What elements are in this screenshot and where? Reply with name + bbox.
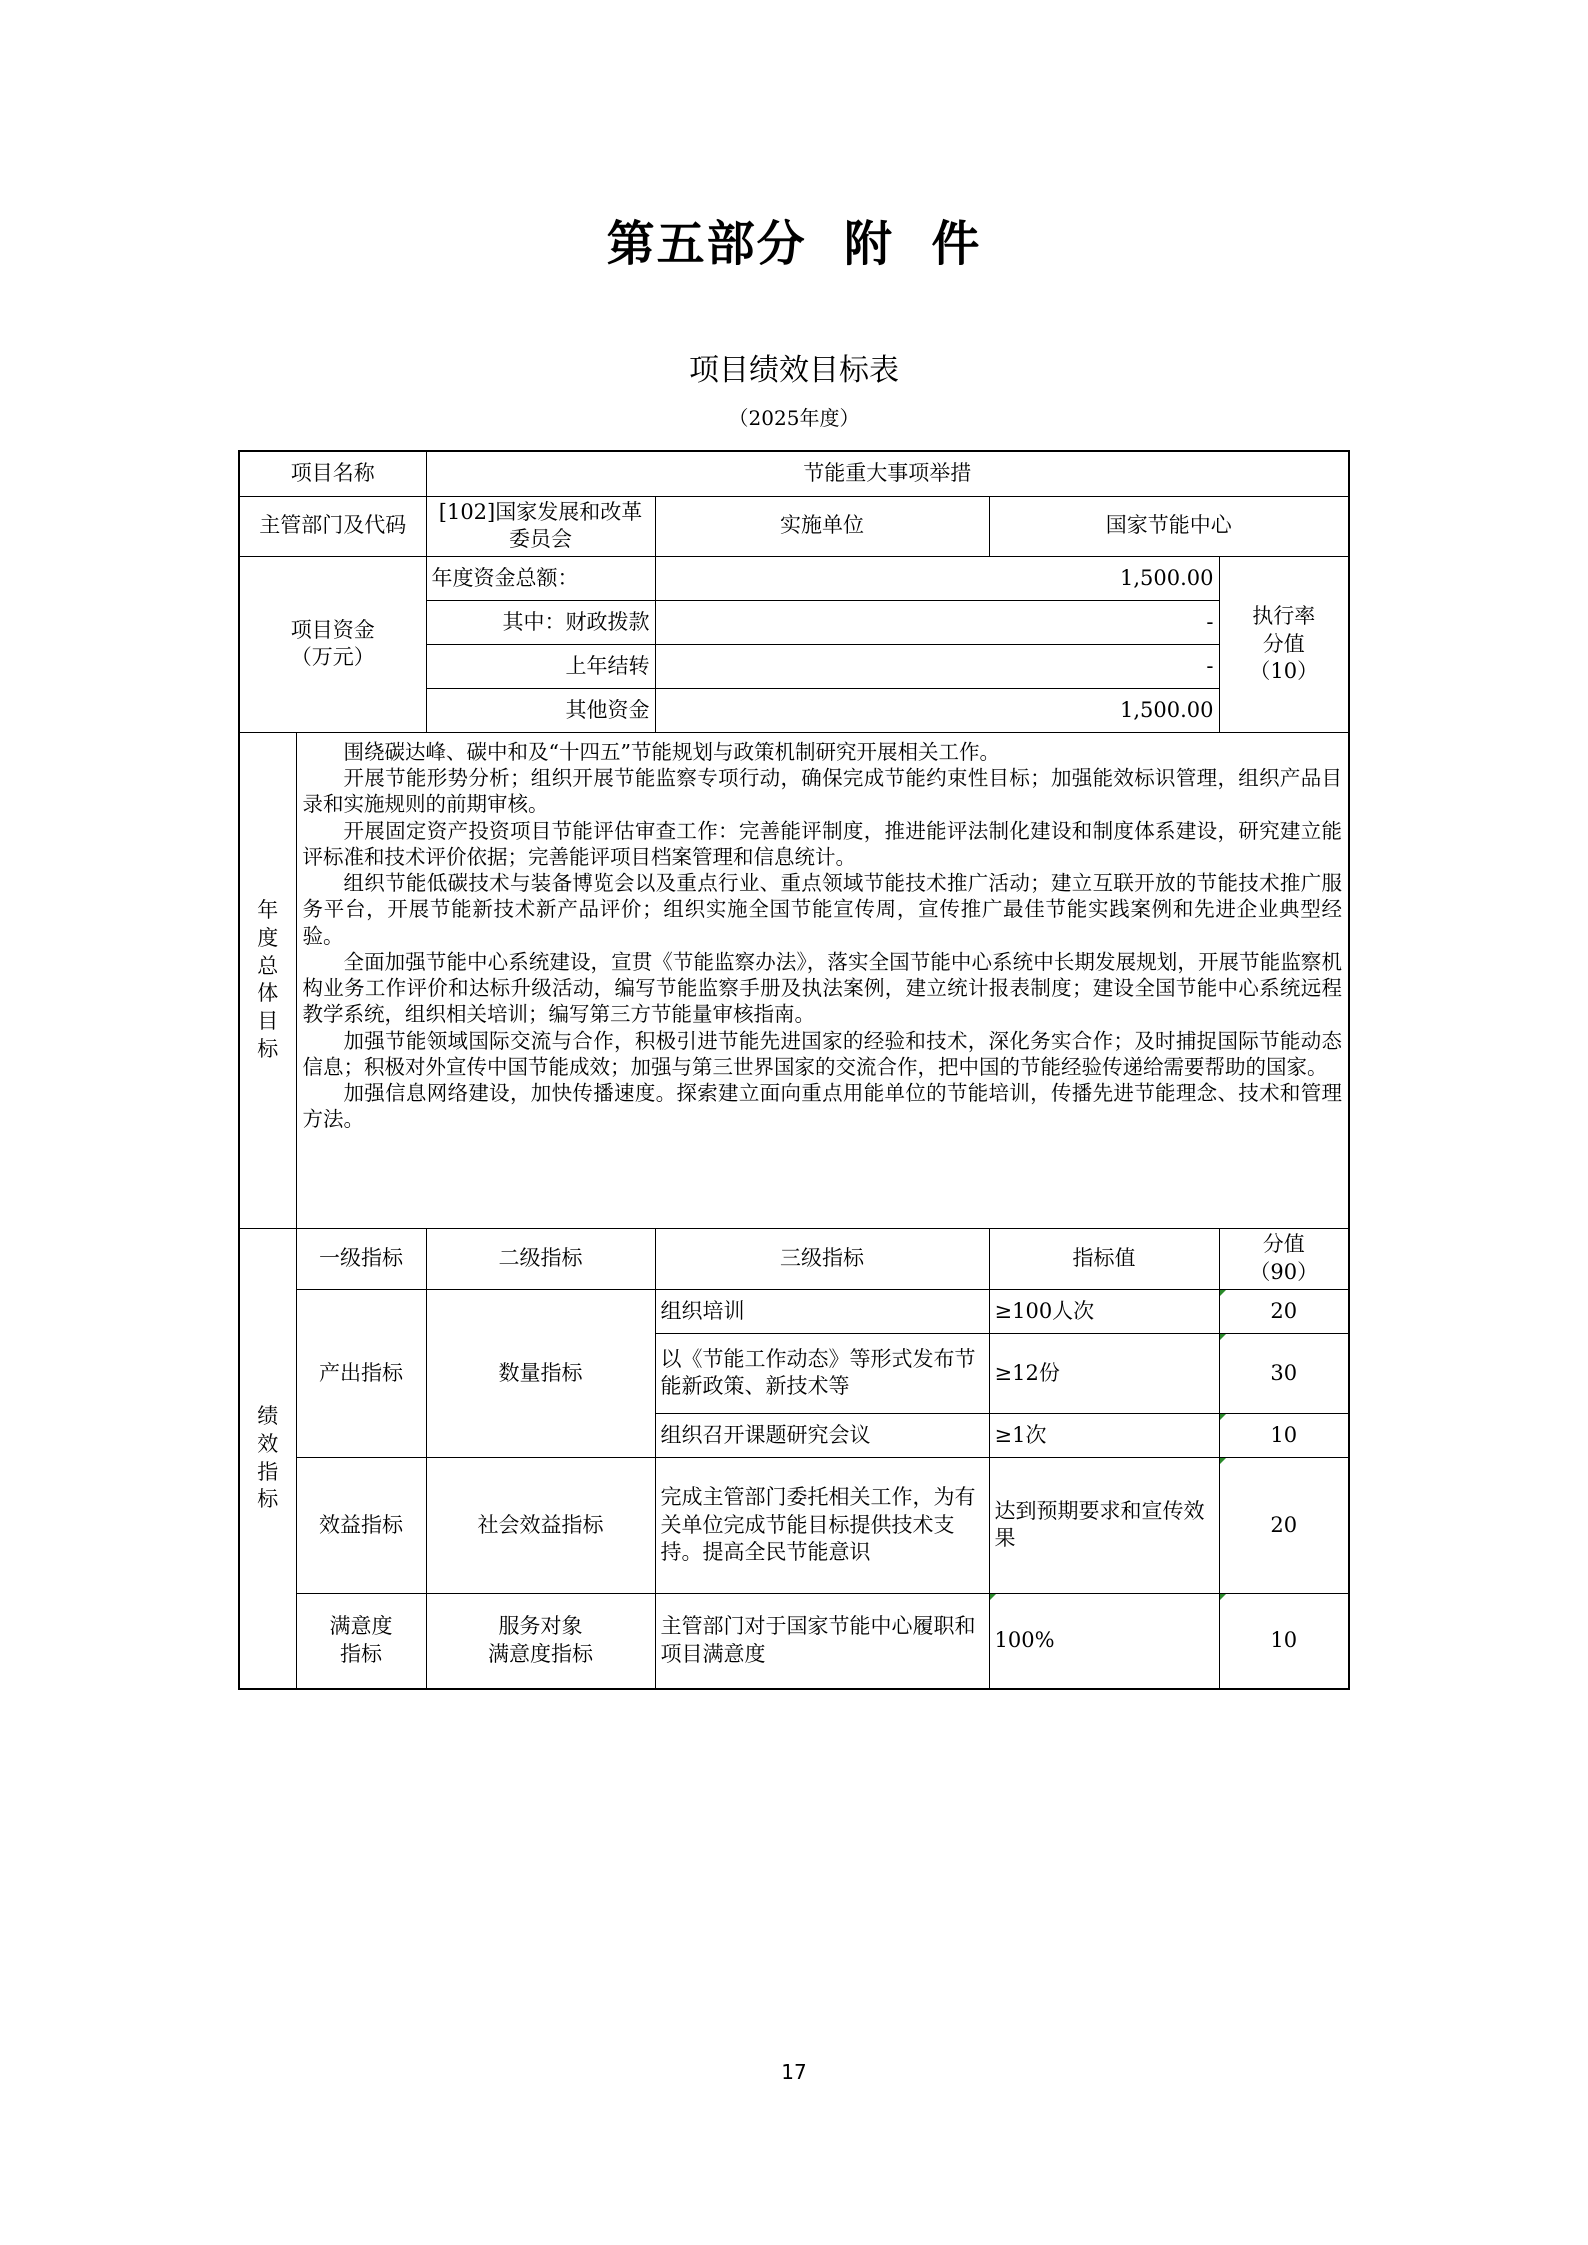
table-row <box>239 1228 1349 1289</box>
goal-paragraph: 开展节能形势分析；组织开展节能监察专项行动，确保完成节能约束性目标；加强能效标识管理，组织产品目录和实施规则的前期审核。 <box>302 766 1342 817</box>
page-number: 17 <box>781 2060 807 2084</box>
performance-goal-table <box>238 450 1350 1690</box>
level2-social-benefit: 社会效益指标 <box>426 1457 655 1593</box>
goal-paragraph: 开展固定资产投资项目节能评估审查工作：完善能评制度，推进能评法制化建设和制度体系建设，研究建立能评标准和技术评价依据；完善能评项目档案管理和信息统计。 <box>302 818 1342 869</box>
header-level2: 二级指标 <box>426 1228 655 1289</box>
table-row <box>239 732 1349 1228</box>
table-year: （2025年度） <box>728 406 860 430</box>
indicator-value: ≥100人次 <box>989 1289 1219 1333</box>
table-row <box>239 1289 1349 1333</box>
indicator-score: 10 <box>1219 1413 1349 1457</box>
part-title: 第五部分 附 件 <box>606 216 982 272</box>
header-score: 分值 （90） <box>1219 1228 1349 1289</box>
exec-rate-label: 执行率 分值 （10） <box>1219 556 1349 732</box>
funds-fiscal-value: - <box>655 600 1219 644</box>
funds-total-label: 年度资金总额： <box>426 556 655 600</box>
level3-item: 主管部门对于国家节能中心履职和项目满意度 <box>655 1593 989 1689</box>
impl-value: 国家节能中心 <box>989 496 1349 556</box>
level1-satisfaction: 满意度 指标 <box>296 1593 426 1689</box>
level1-benefit: 效益指标 <box>296 1457 426 1593</box>
indicator-value: ≥1次 <box>989 1413 1219 1457</box>
indicator-score: 20 <box>1219 1289 1349 1333</box>
indicator-label: 绩效指标 <box>239 1228 296 1689</box>
impl-label: 实施单位 <box>655 496 989 556</box>
table-row <box>239 451 1349 496</box>
indicator-score: 30 <box>1219 1333 1349 1413</box>
goal-paragraph: 全面加强节能中心系统建设，宣贯《节能监察办法》，落实全国节能中心系统中长期发展规划，开展节能监察机构业务工作评价和达标升级活动，编写节能监察手册及执法案例，建立统计报表制度；建设全国节能中心系统远程教学系统，组织相关培训；编写第三方节能量审核指南。 <box>302 949 1342 1027</box>
indicator-score: 10 <box>1219 1593 1349 1689</box>
indicator-score: 20 <box>1219 1457 1349 1593</box>
annual-goal-label: 年度总体目标 <box>239 732 296 1228</box>
header-level3: 三级指标 <box>655 1228 989 1289</box>
indicator-value: ≥12份 <box>989 1333 1219 1413</box>
indicator-value: 100% <box>989 1593 1219 1689</box>
level3-item: 完成主管部门委托相关工作，为有关单位完成节能目标提供技术支持。提高全民节能意识 <box>655 1457 989 1593</box>
project-name-value: 节能重大事项举措 <box>426 451 1349 496</box>
level3-item: 组织培训 <box>655 1289 989 1333</box>
table-title: 项目绩效目标表 <box>689 353 899 388</box>
project-name-label: 项目名称 <box>239 451 426 496</box>
goal-paragraph: 加强信息网络建设，加快传播速度。探索建立面向重点用能单位的节能培训，传播先进节能理念、技术和管理方法。 <box>302 1080 1342 1132</box>
level2-quantity: 数量指标 <box>426 1289 655 1457</box>
goal-paragraph: 组织节能低碳技术与装备博览会以及重点行业、重点领域节能技术推广活动；建立互联开放的节能技术推广服务平台，开展节能新技术新产品评价；组织实施全国节能宣传周，宣传推广最佳节能实践案例和先进企业典型经验。 <box>302 871 1342 948</box>
level1-output: 产出指标 <box>296 1289 426 1457</box>
funds-total-value: 1,500.00 <box>655 556 1219 600</box>
table-row <box>239 1457 1349 1593</box>
funds-carryover-label: 上年结转 <box>426 644 655 688</box>
annual-goal-text <box>296 732 1349 1228</box>
table-row <box>239 1593 1349 1689</box>
funds-other-label: 其他资金 <box>426 688 655 732</box>
dept-value: [102]国家发展和改革委员会 <box>426 496 655 556</box>
funds-carryover-value: - <box>655 644 1219 688</box>
funds-label: 项目资金 （万元） <box>239 556 426 732</box>
header-level1: 一级指标 <box>296 1228 426 1289</box>
level3-item: 组织召开课题研究会议 <box>655 1413 989 1457</box>
dept-label: 主管部门及代码 <box>239 496 426 556</box>
level3-item: 以《节能工作动态》等形式发布节能新政策、新技术等 <box>655 1333 989 1413</box>
funds-fiscal-label: 其中：财政拨款 <box>426 600 655 644</box>
goal-paragraph: 加强节能领域国际交流与合作，积极引进节能先进国家的经验和技术，深化务实合作；及时捕捉国际节能动态信息；积极对外宣传中国节能成效；加强与第三世界国家的交流合作，把中国的节能经验传递给需要帮助的国家。 <box>302 1028 1342 1079</box>
table-row <box>239 496 1349 556</box>
header-value: 指标值 <box>989 1228 1219 1289</box>
level2-service-satisfaction: 服务对象 满意度指标 <box>426 1593 655 1689</box>
table-row <box>239 556 1349 600</box>
goal-paragraph: 围绕碳达峰、碳中和及“十四五”节能规划与政策机制研究开展相关工作。 <box>343 739 1000 764</box>
indicator-value: 达到预期要求和宣传效果 <box>989 1457 1219 1593</box>
funds-other-value: 1,500.00 <box>655 688 1219 732</box>
